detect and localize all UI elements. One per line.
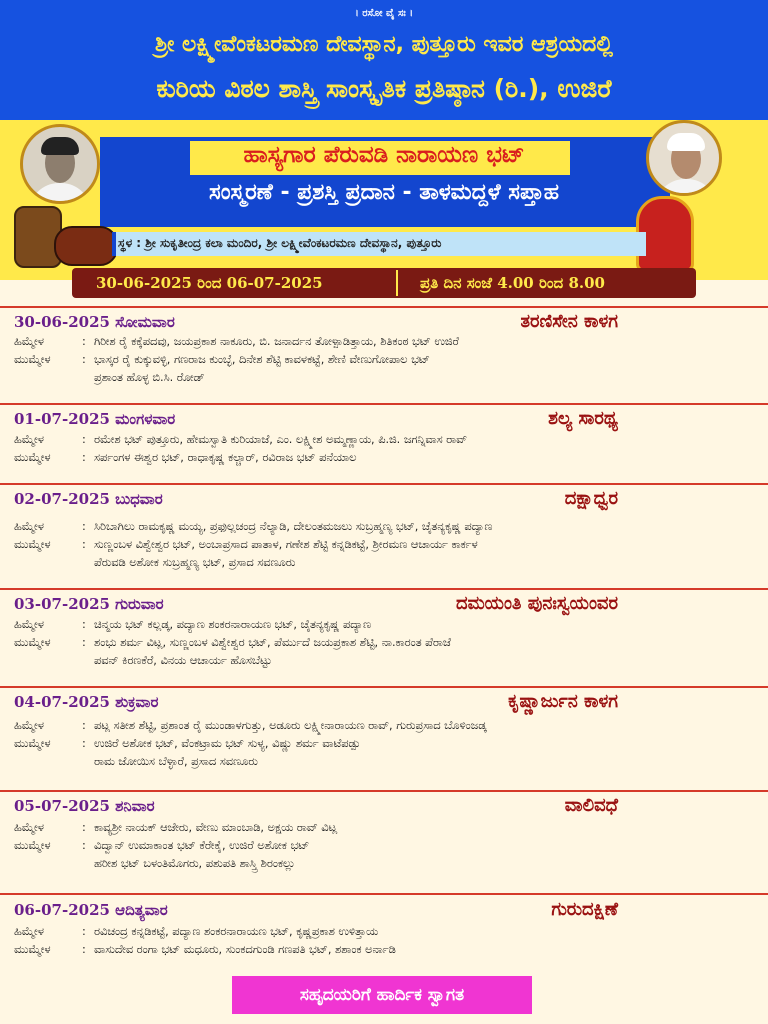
day-program-title: ಕೃಷ್ಣಾರ್ಜುನ ಕಾಳಗ — [508, 691, 618, 712]
himmela-label: ಹಿಮ್ಮೇಳ — [14, 335, 44, 348]
mummela-label: ಮುಮ್ಮೇಳ — [14, 451, 51, 464]
day-date: 06-07-2025 ಆದಿತ್ಯವಾರ — [14, 901, 168, 919]
date-range: 30-06-2025 ರಿಂದ 06-07-2025 — [96, 274, 323, 292]
day-divider — [0, 306, 768, 308]
himmela-names: ಪಟ್ಲ ಸತೀಶ ಶೆಟ್ಟಿ, ಪ್ರಶಾಂತ ರೈ ಮುಂಡಾಳಗುತ್ತು, ಅಡೂರು ಲಕ್ಷ್ಮೀನಾರಾಯಣ ರಾವ್, ಗುರುಪ್ರಸಾದ ಬೊಳಿಂಜಡ್ಕ — [94, 719, 487, 732]
mummela-names: ಸುಣ್ಣಂಬಳ ವಿಶ್ವೇಶ್ವರ ಭಟ್, ಅಂಬಾಪ್ರಸಾದ ಪಾತಾಳ, ಗಣೇಶ ಶೆಟ್ಟಿ ಕನ್ನಡಿಕಟ್ಟೆ, ಶ್ರೀರಮಣ ಆಚಾರ್ಯ ಕಾರ್ಕಳ — [94, 538, 478, 551]
himmela-names: ರಮೇಶ ಭಟ್ ಪುತ್ತೂರು, ಹೇಮಸ್ವಾತಿ ಕುರಿಯಾಜೆ, ಎಂ. ಲಕ್ಷ್ಮೀಶ ಅಮ್ಮಣ್ಣಾಯ, ಪಿ.ಜಿ. ಜಗನ್ನಿವಾಸ ರಾವ್ — [94, 433, 468, 446]
mummela-row — [14, 838, 309, 854]
portrait-right-image — [646, 120, 722, 196]
drum-icon — [14, 200, 114, 270]
mummela-names: ಭಾಸ್ಕರ ರೈ ಕುಕ್ಕುವಳ್ಳಿ, ಗಣರಾಜ ಕುಂಬ್ಳೆ, ದಿನೇಶ ಶೆಟ್ಟಿ ಕಾವಳಕಟ್ಟೆ, ಶೇಣಿ ವೇಣುಗೋಪಾಲ ಭಟ್ — [94, 353, 430, 366]
day-date: 01-07-2025 ಮಂಗಳವಾರ — [14, 410, 176, 428]
day-program-title: ಗುರುದಕ್ಷಿಣೆ — [551, 899, 618, 920]
himmela-row — [14, 820, 337, 836]
himmela-label: ಹಿಮ್ಮೇಳ — [14, 719, 44, 732]
mummela-names-continued: ಪ್ರಶಾಂತ ಹೊಳ್ಳ ಬಿ.ಸಿ. ರೋಡ್ — [94, 371, 205, 384]
himmela-label: ಹಿಮ್ಮೇಳ — [14, 520, 44, 533]
day-program-title: ತರಣಿಸೇನ ಕಾಳಗ — [520, 311, 618, 332]
himmela-names: ಚಿನ್ಮಯ ಭಟ್ ಕಲ್ಲಡ್ಕ, ಪದ್ಯಾಣ ಶಂಕರನಾರಾಯಣ ಭಟ್, ಚೈತನ್ಯಕೃಷ್ಣ ಪದ್ಯಾಣ — [94, 618, 372, 631]
colon: : — [82, 925, 86, 938]
day-divider — [0, 403, 768, 405]
venue-text: ಸ್ಥಳ : ಶ್ರೀ ಸುಕೃತೀಂದ್ರ ಕಲಾ ಮಂದಿರ, ಶ್ರೀ ಲಕ್ಷ್ಮೀವೆಂಕಟರಮಣ ದೇವಸ್ಥಾನ, ಪುತ್ತೂರು — [118, 236, 442, 250]
himmela-names: ರವಿಚಂದ್ರ ಕನ್ನಡಿಕಟ್ಟೆ, ಪದ್ಯಾಣ ಶಂಕರನಾರಾಯಣ ಭಟ್, ಕೃಷ್ಣಪ್ರಕಾಶ ಉಳಿತ್ತಾಯ — [94, 925, 379, 938]
mummela-names: ಶಂಭು ಶರ್ಮ ವಿಟ್ಲ, ಸುಣ್ಣಂಬಳ ವಿಶ್ವೇಶ್ವರ ಭಟ್, ಪೆರ್ಮುದೆ ಜಯಪ್ರಕಾಶ ಶೆಟ್ಟಿ, ನಾ.ಕಾರಂತ ಪೆರಾಜೆ — [94, 636, 451, 649]
colon: : — [82, 433, 86, 446]
day-program-title: ದಮಯಂತಿ ಪುನಃಸ್ವಯಂವರ — [455, 593, 618, 614]
day-program-title: ದಕ್ಷಾಧ್ವರ — [564, 488, 618, 509]
mummela-label: ಮುಮ್ಮೇಳ — [14, 737, 51, 750]
himmela-row — [14, 334, 459, 350]
mummela-row — [14, 942, 396, 958]
colon: : — [82, 335, 86, 348]
mummela-label: ಮುಮ್ಮೇಳ — [14, 353, 51, 366]
day-date: 30-06-2025 ಸೋಮವಾರ — [14, 313, 175, 331]
colon: : — [82, 451, 86, 464]
time-range: ಪ್ರತಿ ದಿನ ಸಂಜೆ 4.00 ರಿಂದ 8.00 — [420, 274, 605, 292]
colon: : — [82, 719, 86, 732]
mummela-names-continued: ಹರೀಶ ಭಟ್ ಬಳಂತಿಮೊಗರು, ಪಶುಪತಿ ಶಾಸ್ತ್ರಿ ಶಿರಂಕಲ್ಲು — [94, 857, 296, 870]
day-program-title: ಶಲ್ಯ ಸಾರಥ್ಯ — [548, 408, 618, 429]
event-title: ಹಾಸ್ಯಗಾರ ಪೆರುವಡಿ ನಾರಾಯಣ ಭಟ್ — [243, 142, 525, 168]
mummela-label: ಮುಮ್ಮೇಳ — [14, 538, 51, 551]
himmela-row — [14, 718, 487, 734]
mummela-row — [14, 635, 451, 651]
colon: : — [82, 520, 86, 533]
mummela-label: ಮುಮ್ಮೇಳ — [14, 943, 51, 956]
mummela-row — [14, 450, 356, 466]
mummela-names-continued: ಪೆರುವಡಿ ಅಶೋಕ ಸುಬ್ರಹ್ಮಣ್ಯ ಭಟ್, ಪ್ರಸಾದ ಸವಣೂರು — [94, 556, 296, 569]
himmela-label: ಹಿಮ್ಮೇಳ — [14, 433, 44, 446]
mummela-label: ಮುಮ್ಮೇಳ — [14, 839, 51, 852]
colon: : — [82, 636, 86, 649]
day-date: 03-07-2025 ಗುರುವಾರ — [14, 595, 164, 613]
himmela-row — [14, 432, 467, 448]
mummela-names-continued: ರಾಮ ಜೋಯಿಸ ಬೆಳ್ಳಾರೆ, ಪ್ರಸಾದ ಸವಣೂರು — [94, 755, 258, 768]
invocation-text: । ರಸೋ ವೈ ಸಃ । — [354, 8, 414, 19]
day-divider — [0, 686, 768, 688]
himmela-row — [14, 617, 371, 633]
mummela-names: ವಿದ್ವಾನ್ ಉಮಾಕಾಂತ ಭಟ್ ಕೆರೇಕೈ, ಉಜಿರೆ ಅಶೋಕ ಭಟ್ — [94, 839, 310, 852]
event-subtitle: ಸಂಸ್ಮರಣೆ - ಪ್ರಶಸ್ತಿ ಪ್ರದಾನ - ತಾಳಮದ್ದಳೆ ಸಪ್ತಾಹ — [209, 180, 559, 205]
mummela-row — [14, 352, 430, 368]
himmela-label: ಹಿಮ್ಮೇಳ — [14, 821, 44, 834]
colon: : — [82, 737, 86, 750]
mummela-row — [14, 537, 478, 553]
colon: : — [82, 821, 86, 834]
portrait-left-image — [20, 124, 100, 204]
day-date: 04-07-2025 ಶುಕ್ರವಾರ — [14, 693, 159, 711]
day-divider — [0, 483, 768, 485]
himmela-names: ಗಿರೀಶ ರೈ ಕಕ್ಕೆಪದವು, ಜಯಪ್ರಕಾಶ ನಾಕೂರು, ಬಿ. ಜನಾರ್ದನ ತೋಳ್ಪಾಡಿತ್ತಾಯ, ಶಿತಿಕಂಠ ಭಟ್ ಉಜಿರೆ — [94, 335, 459, 348]
himmela-names: ಕಾವ್ಯಶ್ರೀ ನಾಯಕ್ ಆಜೇರು, ವೇಣು ಮಾಂಬಾಡಿ, ಅಕ್ಷಯ ರಾವ್ ವಿಟ್ಲ — [94, 821, 338, 834]
himmela-label: ಹಿಮ್ಮೇಳ — [14, 618, 44, 631]
mummela-row — [14, 736, 360, 752]
colon: : — [82, 618, 86, 631]
day-divider — [0, 790, 768, 792]
himmela-label: ಹಿಮ್ಮೇಳ — [14, 925, 44, 938]
day-date: 02-07-2025 ಬುಧವಾರ — [14, 490, 163, 508]
himmela-names: ಸಿರಿಬಾಗಿಲು ರಾಮಕೃಷ್ಣ ಮಯ್ಯ, ಪ್ರಫುಲ್ಲಚಂದ್ರ ನೆಲ್ಯಾಡಿ, ದೇಲಂತಮಜಲು ಸುಬ್ರಹ್ಮಣ್ಯ ಭಟ್, ಚೈತನ್ಯಕೃಷ್ಣ ಪದ್ಯಾಣ — [94, 520, 493, 533]
colon: : — [82, 538, 86, 551]
day-divider — [0, 588, 768, 590]
mummela-names: ಉಜಿರೆ ಅಶೋಕ ಭಟ್, ವೆಂಕಟ್ರಾಮ ಭಟ್ ಸುಳ್ಯ, ವಿಷ್ಣು ಶರ್ಮ ವಾಟೆಪಡ್ಪು — [94, 737, 361, 750]
organizer-line-2: ಕುರಿಯ ವಿಠಲ ಶಾಸ್ತ್ರಿ ಸಾಂಸ್ಕೃತಿಕ ಪ್ರತಿಷ್ಠಾನ (ರಿ.), ಉಜಿರೆ — [156, 74, 612, 103]
welcome-banner: ಸಹೃದಯರಿಗೆ ಹಾರ್ದಿಕ ಸ್ವಾಗತ — [232, 976, 532, 1014]
colon: : — [82, 353, 86, 366]
mummela-names: ವಾಸುದೇವ ರಂಗಾ ಭಟ್ ಮಧೂರು, ಸುಂಕದಗುಂಡಿ ಗಣಪತಿ ಭಟ್, ಶಶಾಂಕ ಅರ್ನಾಡಿ — [94, 943, 396, 956]
day-divider — [0, 893, 768, 895]
himmela-row — [14, 519, 492, 535]
mummela-names-continued: ಪವನ್ ಕಿರಣಕೆರೆ, ವಿನಯ ಆಚಾರ್ಯ ಹೊಸಬೆಟ್ಟು — [94, 654, 272, 667]
colon: : — [82, 839, 86, 852]
day-program-title: ವಾಲಿವಧೆ — [564, 795, 618, 816]
day-date: 05-07-2025 ಶನಿವಾರ — [14, 797, 155, 815]
organizer-line-1: ಶ್ರೀ ಲಕ್ಷ್ಮೀವೆಂಕಟರಮಣ ದೇವಸ್ಥಾನ, ಪುತ್ತೂರು ಇವರ ಆಶ್ರಯದಲ್ಲಿ — [155, 32, 613, 57]
mummela-names: ಸರ್ಪಂಗಳ ಈಶ್ವರ ಭಟ್, ರಾಧಾಕೃಷ್ಣ ಕಲ್ಚಾರ್, ರವಿರಾಜ ಭಟ್ ಪನೆಯಾಲ — [94, 451, 357, 464]
colon: : — [82, 943, 86, 956]
date-separator — [396, 270, 398, 296]
himmela-row — [14, 924, 378, 940]
mummela-label: ಮುಮ್ಮೇಳ — [14, 636, 51, 649]
